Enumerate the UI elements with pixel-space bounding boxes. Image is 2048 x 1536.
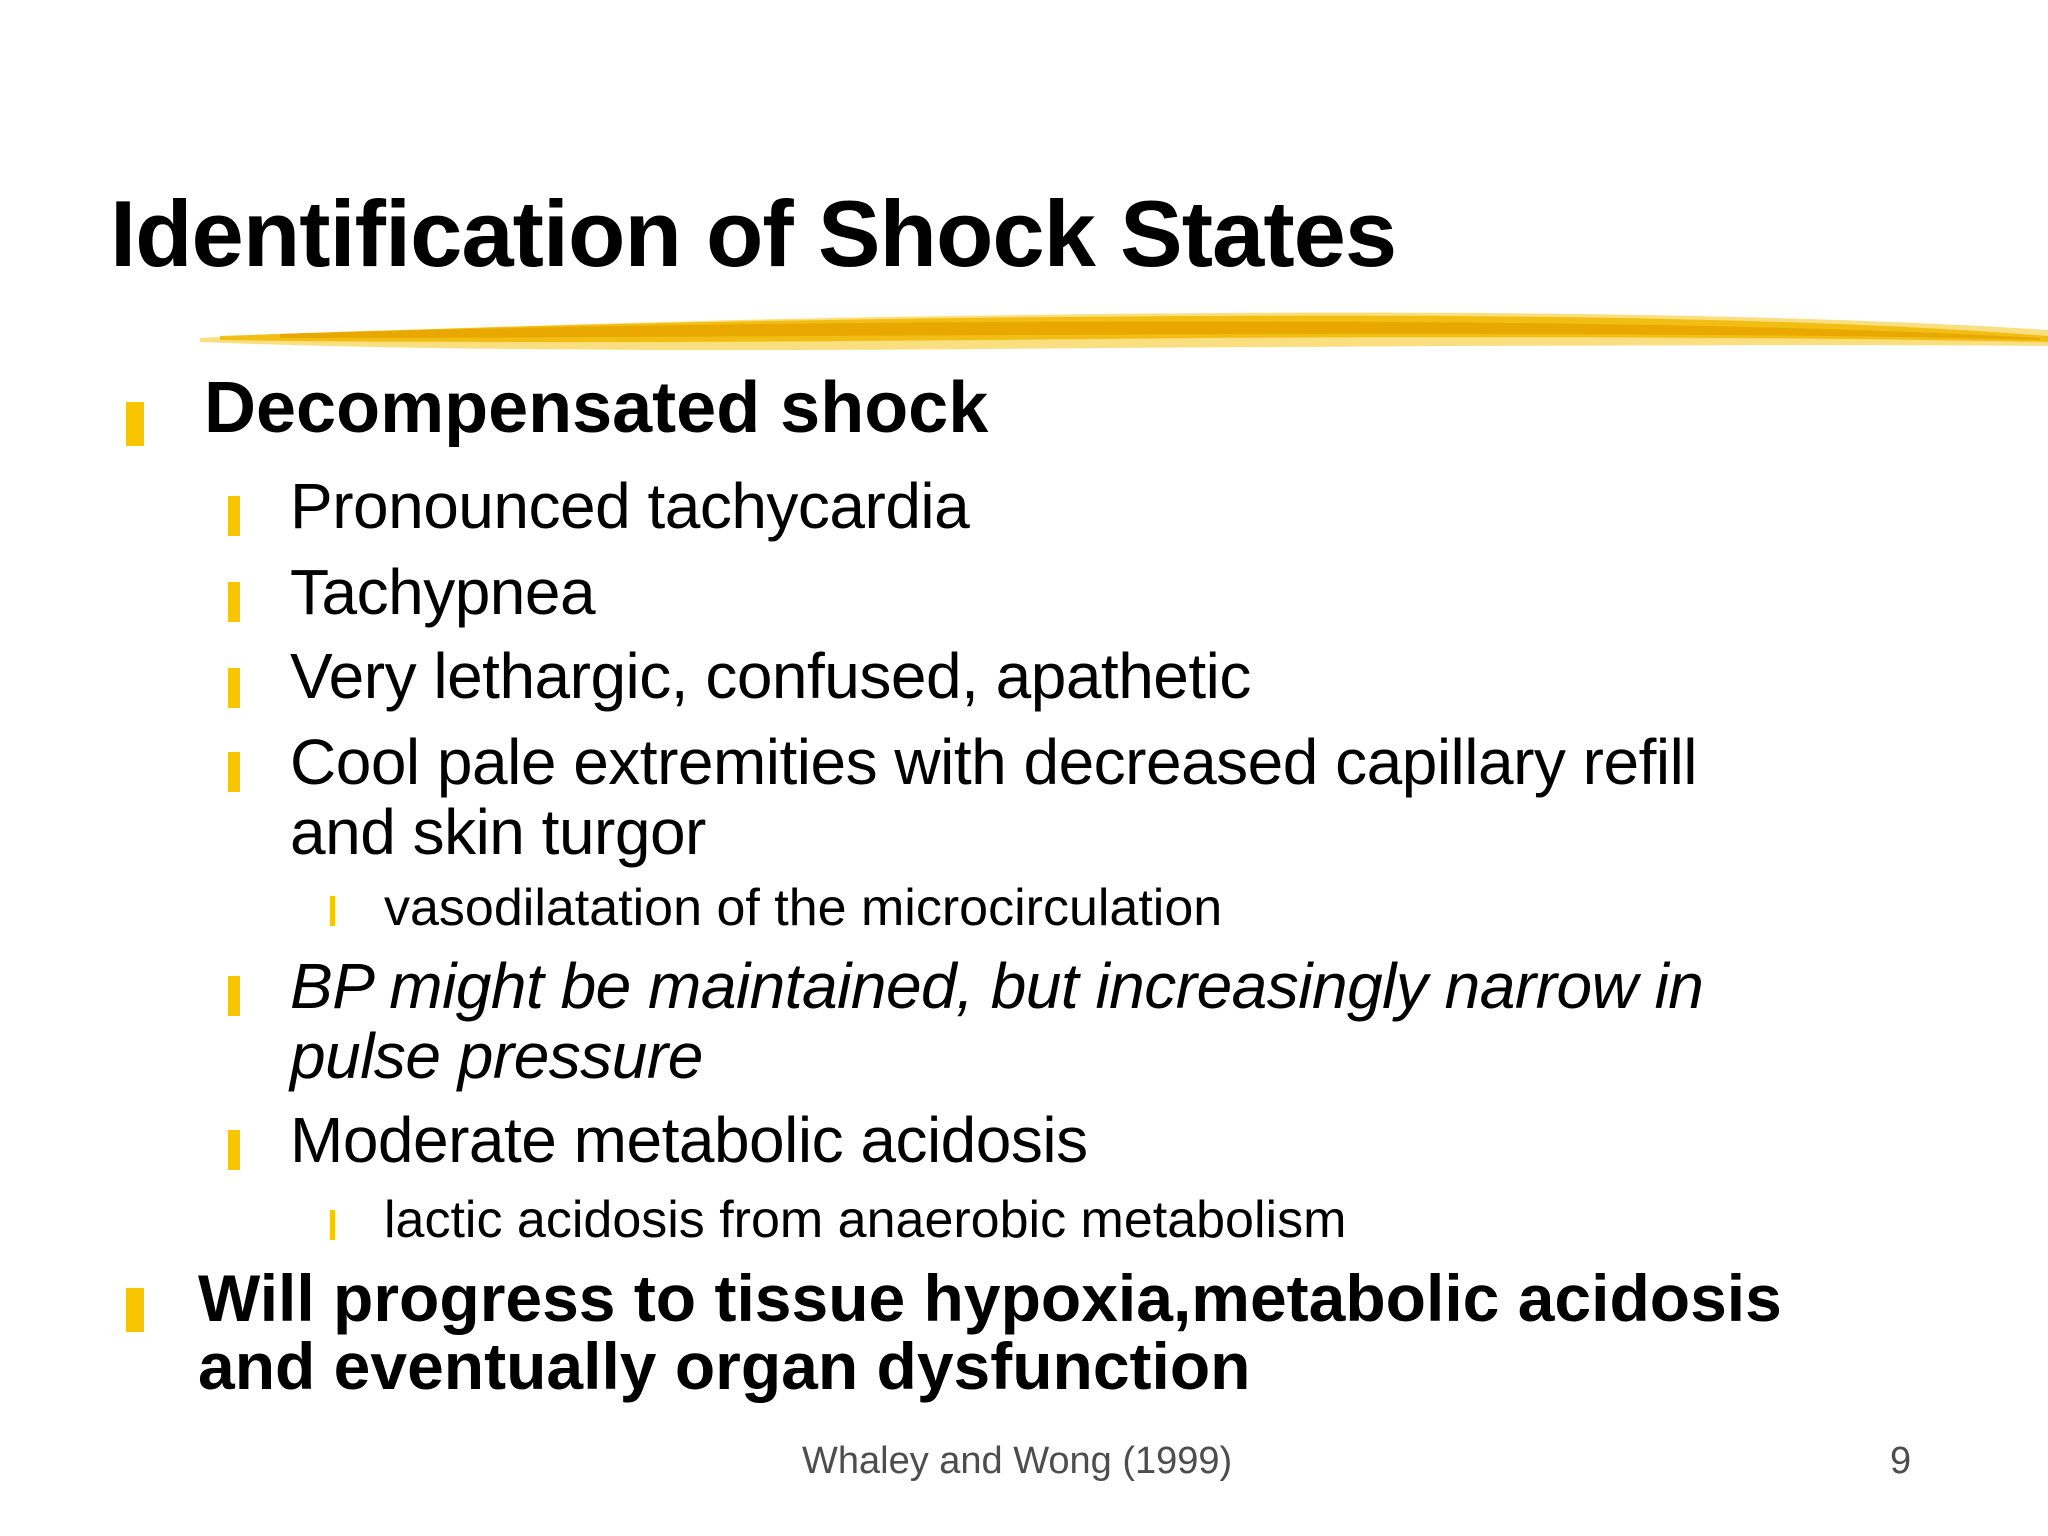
slide-title: Identification of Shock States [110,181,1397,286]
bullet-marker [228,496,240,536]
bullet-marker [228,668,240,708]
bullet-marker [228,752,240,792]
bullet-text: Very lethargic, confused, apathetic [290,640,1251,712]
footer-page-number: 9 [1890,1440,1912,1482]
bullet-text: lactic acidosis from anaerobic metabolism [384,1191,1347,1249]
bullet-text-line1: BP might be maintained, but increasingly narrow in [290,950,1704,1022]
bullet-text-line2: and eventually organ dysfunction [198,1329,1251,1403]
bullet-marker [126,1288,144,1332]
bullet-text: Decompensated shock [204,368,989,448]
bullet-text: vasodilatation of the microcirculation [384,879,1223,937]
bullet-text-line2: and skin turgor [290,796,706,868]
bullet-marker [330,896,335,926]
bullet-text: Moderate metabolic acidosis [290,1104,1088,1176]
bullet-marker [228,1130,240,1170]
bullet-text-line2: pulse pressure [290,1020,703,1092]
bullet-marker [126,402,144,446]
bullet-marker [330,1210,335,1240]
bullet-text-line1: Cool pale extremities with decreased capillary refill [290,726,1697,798]
title-underline-brushstroke [200,300,2048,370]
bullet-marker [228,976,240,1016]
footer-citation: Whaley and Wong (1999) [802,1440,1233,1482]
bullet-text: Tachypnea [290,556,596,628]
bullet-text: Pronounced tachycardia [290,470,970,542]
bullet-marker [228,582,240,622]
bullet-text-line1: Will progress to tissue hypoxia,metabolic acidosis [198,1261,1782,1335]
